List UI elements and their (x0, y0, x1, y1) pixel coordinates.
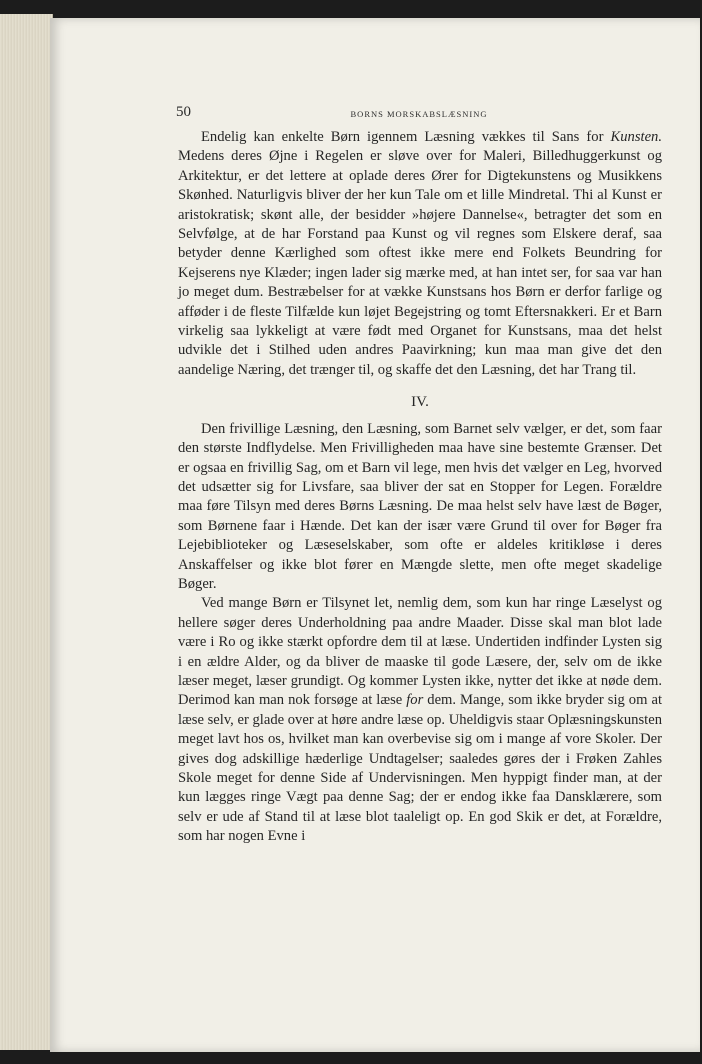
paragraph-frivillige-laesning: Den frivillige Læsning, den Læsning, som Barnet selv vælger, er det, som faar den største Indflydelse. Men Frivilligheden maa have sine bestemte Grænser. Det er ogsaa en frivillig Sag, om et Barn vil lege, men hvis det vælger en Leg, hvorved det udsætter sig for Livsfare, saa bliver der sat en Stopper for Legen. Forældre maa føre Tilsyn med deres Børns Læsning. De maa helst selv have læst de Bøger, som Børnene faar i Hænde. Det kan der især være Grund til over for Bøger fra Lejebiblioteker og Læseselskaber, som ofte er aldeles kritikløse i deres Anskaffelser og ikke blot fører en Mængde slette, men ofte meget skadelige Bøger. (178, 420, 662, 592)
running-head (176, 104, 662, 126)
paragraph-kunst-text-a: Endelig kan enkelte Børn igennem Læsning vækkes til Sans for (201, 129, 611, 145)
paragraph-kunst (178, 128, 662, 380)
body-text (178, 128, 662, 847)
paragraph-kunst-italic: Kunsten. (610, 129, 662, 145)
paragraph-tilsynet-text-b: dem. Mange, som ikke bryder sig om at læse selv, er glade over at høre andre læse op. Uheldigvis staar Oplæsningskunsten meget lavt hos os, hvilket man kan overbevise sig om i mange af vore Skoler. Der gives dog adskillige hæderlige Undtagelser; saaledes gøres der i Frøken Zahles Skole meget for denne Side af Undervisningen. Men hyppigt finder man, at der kun lægges ringe Vægt paa denne Sag; der er endog ikke faa Dansklærere, som selv er ude af Stand til at læse blot taaleligt op. En god Skik er det, at Forældre, som har nogen Evne i (178, 692, 662, 845)
paragraph-tilsynet-text-a: Ved mange Børn er Tilsynet let, nemlig dem, som kun har ringe Læselyst og hellere søger deres Underholdning paa andre Maader. Disse skal man blot lade være i Ro og ikke stærkt opfordre dem til at læse. Undertiden indfinder Lysten sig i en ældre Alder, og da bliver de maaske til gode Læsere, der, selv om de ikke læser meget, læser grundigt. Og kommer Lysten ikke, nytter det ikke at nøde dem. Derimod kan man nok forsøge at læse (178, 595, 662, 709)
paragraph-tilsynet (178, 594, 662, 846)
page-number: 50 (176, 104, 191, 120)
paragraph-tilsynet-italic: for (406, 692, 424, 709)
section-heading: IV. (411, 394, 429, 411)
book-spine-edge (0, 14, 53, 1050)
paragraph-kunst-text-b: Medens deres Øjne i Regelen er sløve over for Maleri, Billedhuggerkunst og Arkitektur, er det lettere at oplade deres Ører for Digtekunstens og Musikkens Skønhed. Naturligvis bliver der her kun Tale om et lille Mindretal. Thi al Kunst er aristokratisk; skønt alle, der besidder »højere Dannelse«, betragter det som en Selvfølge, at de har Forstand paa Kunst og vil regnes som Elskere deraf, saa betyder denne Kærlighed som oftest ikke mere end Folkets Beundring for Kejserens nye Klæder; ingen lader sig mærke med, at han intet ser, for saa var han jo meget dum. Bestræbelser for at vække Kunstsans hos Børn er derfor farlige og afføder i de fleste Tilfælde kun løjet Begejstring og tomt Eftersnakkeri. Er et Barn virkelig saa lykkeligt at være født med Organet for Kunstsans, maa det helst udvikle det i Stilhed uden andres Paavirkning; kun maa man give det den aandelige Næring, det trænger til, og skaffe det den Læsning, det har Trang til. (178, 148, 662, 378)
running-title: BORNS MORSKABSLÆSNING (350, 109, 488, 119)
